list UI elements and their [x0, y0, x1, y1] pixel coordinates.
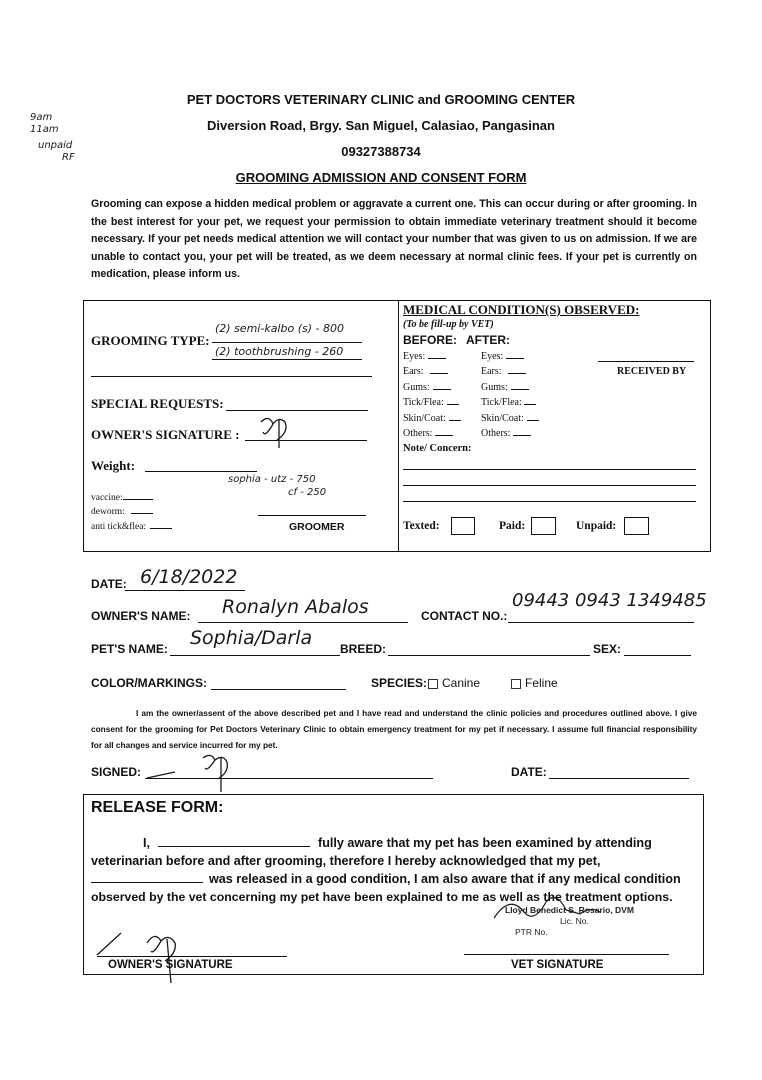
consent-paragraph: I am the owner/assent of the above described pet and I have read and understand the clinic policies and procedures outlined above. I give consent for the grooming for Pet Doctors Veterinary Clinic to obtain emergency treatment for my pet if necessary. I assume full financial responsibility for all changes and service incurred for my pet.	[91, 708, 697, 750]
release-line-1	[91, 834, 691, 852]
check-label: Ears:	[481, 366, 502, 377]
release-title: RELEASE FORM:	[91, 799, 224, 816]
release-c: was released in a good condition, I am also aware that if any medical condition	[209, 872, 681, 886]
canine-label: Canine	[442, 676, 481, 690]
signed-label: SIGNED:	[91, 765, 142, 779]
margin-note-line: RF	[62, 152, 75, 163]
check-label: Gums:	[403, 382, 430, 393]
release-line-2: veterinarian before and after grooming, therefore I hereby acknowledged that my pet,	[91, 854, 601, 868]
deworm-text: deworm:	[91, 507, 125, 517]
vet-sig-label: VET SIGNATURE	[511, 959, 604, 971]
pet-name-value: Sophia/Darla	[190, 627, 313, 649]
check-after-skin	[481, 413, 539, 424]
pet-name-line	[170, 655, 340, 656]
contact-value: 09443 0943 1349485	[512, 590, 707, 611]
check-before-ears	[403, 366, 448, 377]
owner-release-scribble	[95, 925, 205, 985]
clinic-address: Diversion Road, Brgy. San Miguel, Calasiao, Pangasinan	[207, 118, 555, 133]
signed-scribble	[145, 750, 235, 795]
check-before-tick	[403, 397, 459, 408]
check-after-eyes	[481, 351, 524, 362]
vet-sig-line	[464, 954, 669, 955]
owner-name-value: Ronalyn Abalos	[222, 596, 369, 618]
medical-title: MEDICAL CONDITION(S) OBSERVED:	[403, 302, 640, 317]
intro-paragraph: Grooming can expose a hidden medical problem or aggravate a current one. This can occur during or after grooming. In the best interest for your pet, we request your permission to obtain immediate veterinary treatment should it become necessary. If your pet needs medical attention we will contact your number that was given to us on admission. If we are unable to contact you, your pet will be treated, as we deem necessary at normal clinic fees. If your pet is currently on medication, please inform us.	[91, 198, 697, 281]
date-line	[125, 590, 245, 591]
check-label: Gums:	[481, 382, 508, 393]
release-a: fully aware that my pet has been examined by attending	[318, 836, 652, 850]
margin-note-line: 11am	[30, 124, 59, 135]
grooming-type-line-2	[212, 359, 362, 360]
check-label: Tick/Flea:	[481, 397, 522, 408]
date2-label: DATE:	[511, 765, 547, 779]
check-before-skin	[403, 413, 461, 424]
groomer-label: GROOMER	[289, 521, 345, 533]
note-line-3	[403, 501, 696, 502]
antitick-label	[91, 522, 172, 532]
owner-signature-label: OWNER'S SIGNATURE :	[91, 427, 240, 442]
texted-checkbox[interactable]	[451, 517, 475, 535]
date-label: DATE:	[91, 577, 127, 591]
check-after-others	[481, 428, 531, 439]
check-after-gums	[481, 382, 529, 393]
weight-line	[145, 471, 257, 472]
feline-checkbox[interactable]	[511, 679, 521, 689]
weight-note-2: cf - 250	[288, 487, 327, 498]
check-before-others	[403, 428, 453, 439]
grooming-type-label: GROOMING TYPE:	[91, 333, 210, 348]
medical-subtitle: (To be fill-up by VET)	[403, 319, 494, 330]
vet-signature-scribble	[490, 888, 610, 928]
contact-line	[508, 622, 694, 623]
unpaid-label: Unpaid:	[576, 520, 617, 532]
clinic-phone: 09327388734	[341, 144, 421, 159]
form-title: GROOMING ADMISSION AND CONSENT FORM	[235, 170, 527, 185]
check-after-ears	[481, 366, 526, 377]
check-label: Skin/Coat:	[481, 413, 524, 424]
contact-label: CONTACT NO.:	[421, 609, 508, 623]
feline-label: Feline	[525, 676, 558, 690]
received-by-line	[598, 361, 694, 362]
note-line-1	[403, 469, 696, 470]
margin-note-line: unpaid	[38, 140, 73, 151]
color-label: COLOR/MARKINGS:	[91, 676, 207, 690]
grooming-type-line	[212, 342, 362, 343]
check-before-gums	[403, 382, 451, 393]
after-label: AFTER:	[466, 333, 510, 347]
received-by-label: RECEIVED BY	[617, 366, 687, 377]
check-before-eyes	[403, 351, 446, 362]
stamp-line-1: Lloyd Benedict S. Rosario, DVM	[505, 905, 634, 915]
check-label: Others:	[481, 428, 511, 439]
grooming-type-value-2: (2) toothbrushing - 260	[215, 345, 344, 358]
texted-label: Texted:	[403, 520, 440, 532]
before-label: BEFORE:	[403, 333, 457, 347]
check-label: Eyes:	[481, 351, 504, 362]
canine-checkbox[interactable]	[428, 679, 438, 689]
groomer-line	[258, 515, 366, 516]
deworm-label	[91, 507, 153, 517]
release-line-4: observed by the vet concerning my pet have been explained to me as well as the treatment options.	[91, 890, 673, 904]
breed-line	[388, 655, 590, 656]
weight-label: Weight:	[91, 458, 136, 473]
grooming-type-value-1: (2) semi-kalbo (s) - 800	[215, 322, 344, 335]
check-label: Skin/Coat:	[403, 413, 446, 424]
check-label: Tick/Flea:	[403, 397, 444, 408]
paid-label: Paid:	[499, 520, 526, 532]
note-line-2	[403, 485, 696, 486]
special-requests-line	[226, 410, 368, 411]
box-divider	[398, 300, 399, 551]
owner-signature-scribble	[255, 410, 295, 450]
sex-label: SEX:	[593, 642, 622, 656]
clinic-name: PET DOCTORS VETERINARY CLINIC and GROOMING CENTER	[186, 92, 576, 107]
check-label: Eyes:	[403, 351, 426, 362]
date-value: 6/18/2022	[140, 566, 238, 588]
check-after-tick	[481, 397, 536, 408]
owner-release-sig-label: OWNER'S SIGNATURE	[108, 959, 233, 971]
check-label: Others:	[403, 428, 433, 439]
pet-name-label: PET'S NAME:	[91, 642, 168, 656]
release-i: I,	[143, 836, 150, 850]
breed-label: BREED:	[340, 642, 387, 656]
sex-line	[624, 655, 691, 656]
paid-checkbox[interactable]	[531, 517, 556, 535]
antitick-text: anti tick&flea:	[91, 522, 147, 532]
species-feline[interactable]	[511, 676, 558, 690]
color-line	[211, 689, 346, 690]
stamp-line-2: Lic. No.	[560, 916, 589, 926]
weight-note-1: sophia - utz - 750	[228, 474, 316, 485]
species-label: SPECIES:	[371, 676, 428, 690]
species-canine[interactable]	[428, 676, 480, 690]
owner-name-line	[198, 622, 408, 623]
owner-name-label: OWNER'S NAME:	[91, 609, 191, 623]
grooming-extra-line	[91, 376, 372, 377]
check-label: Ears:	[403, 366, 424, 377]
margin-note-line: 9am	[30, 112, 53, 123]
vaccine-text: vaccine:	[91, 493, 123, 503]
vaccine-label	[91, 493, 153, 503]
unpaid-checkbox[interactable]	[624, 517, 649, 535]
stamp-line-3: PTR No.	[515, 927, 548, 937]
release-line-3	[91, 870, 691, 888]
owner-release-sig-line	[97, 956, 287, 957]
date2-line	[549, 778, 689, 779]
special-requests-label: SPECIAL REQUESTS:	[91, 396, 224, 411]
note-concern-label: Note/ Concern:	[403, 443, 472, 454]
